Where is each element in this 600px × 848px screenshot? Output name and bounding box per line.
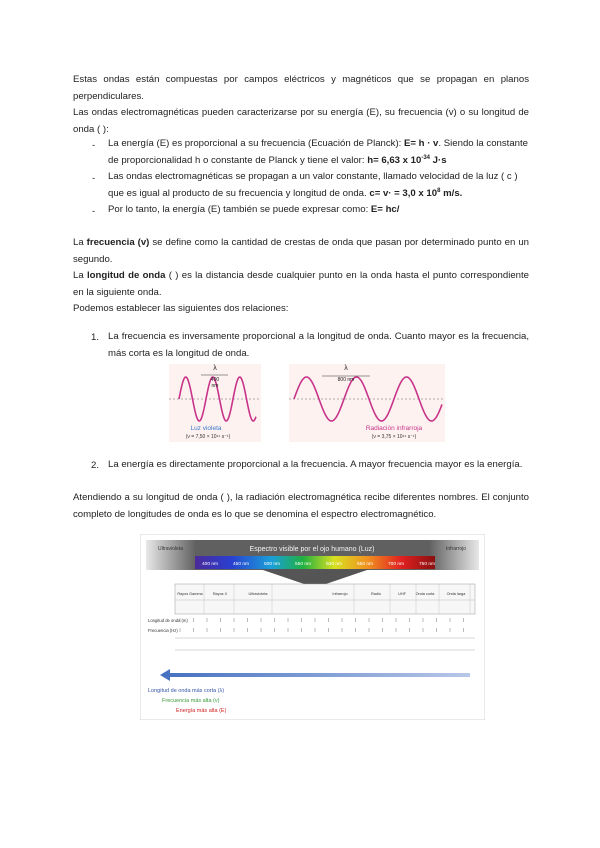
left-lambda-symbol: λ [213,365,217,372]
nm-label: 650 nm [357,562,373,567]
bullet-marker: - [92,206,96,217]
bullet-marker: - [92,173,96,184]
intro-paragraph-2: Las ondas electromagnéticas pueden caracterizarse por su energía (E), su frecuencia (v) o su longitud de onda ( ): [73,107,529,135]
right-wavelength-value: 800 nm [337,377,355,383]
band-label: Onda corta [415,592,435,596]
frequency-definition: La frecuencia (v) se define como la cantidad de crestas de onda que pasan por determinado punto en un segundo. [73,237,530,265]
right-lambda-symbol: λ [344,365,348,372]
relation-1: La frecuencia es inversamente proporcional a la longitud de onda. Cuanto mayor es la frecuencia, más corta es la longitud de onda. [108,331,529,359]
band-label: Infrarrojo [332,592,348,596]
electromagnetic-spectrum-figure [140,534,485,720]
band-label: Rayos X [212,592,228,596]
bullet-light-speed: Las ondas electromagnéticas se propagan a un valor constante, llamado velocidad de la luz ( c ) que es igual al producto de su frecuencia y longitud de onda. c= v· = 3,0 x $10^8$ m/s. [108,171,518,199]
violet-frequency: (ν = 7,50 × 10¹⁴ s⁻¹) [185,434,231,440]
relations-intro: Podemos establecer las siguientes dos relaciones: [73,303,289,314]
nm-label: 700 nm [388,562,404,567]
infrared-frequency: (ν = 3,75 × 10¹⁴ s⁻¹) [371,434,417,440]
nm-label: 600 nm [326,562,342,567]
bullet-energy-expression: Por lo tanto, la energía (E) también se puede expresar como: E= hc/ [108,204,400,215]
visible-spectrum-title: Espectro visible por el ojo humano (Luz) [249,546,375,553]
wavelength-row-label: Longitud de onda (m) [148,618,188,623]
nm-label: 500 nm [264,562,280,567]
band-label: UHF [398,592,406,596]
intro-paragraph-1: Estas ondas están compuestas por campos eléctricos y magnéticos que se propagan en planos perpendiculares. [73,74,529,102]
infrared-label: Radiación infrarroja [365,425,423,432]
left-wavelength-unit: nm [211,383,219,389]
bullet-marker: - [92,140,96,151]
left-wavelength-value: 400 [210,377,220,383]
ultraviolet-label: Ultravioleta [158,546,184,552]
numbered-marker: 2. [91,460,100,471]
band-label: Onda larga [446,592,466,596]
band-label: Ultravioleta [248,592,268,596]
bullet-planck: La energía (E) es proporcional a su frecuencia (Ecuación de Planck): E= h · v. Siendo la constante de proporcionalidad h o constante de Planck y tiene el valor: h= 6,63 x $10^{-34}$ J·s [108,138,529,166]
infrared-label: Infrarrojo [445,546,466,552]
legend-higher-frequency: Frecuencia más alta (ν) [162,698,220,704]
band-label: Radio [371,592,381,596]
legend-shorter-wavelength: Longitud de onda más corta (λ) [148,688,225,694]
relation-2: La energía es directamente proporcional a la frecuencia. A mayor frecuencia mayor es la energía. [108,459,523,470]
nm-label: 550 nm [295,562,311,567]
band-label: Rayos Gamma [177,592,203,596]
nm-label: 750 nm [419,562,435,567]
spectrum-intro: Atendiendo a su longitud de onda ( ), la radiación electromagnética recibe diferentes nombres. El conjunto completo de longitudes de onda es lo que se denomina el espectro electromagnético. [73,492,529,520]
violet-light-label: Luz violeta [190,425,222,432]
wavelength-definition: La longitud de onda ( ) es la distancia desde cualquier punto en la onda hasta el punto correspondiente en la siguiente onda. [73,270,530,298]
frequency-row-label: Frecuencia (Hz) [148,628,178,633]
numbered-marker: 1. [91,332,100,343]
legend-higher-energy: Energía más alta (E) [176,708,227,714]
nm-label: 400 nm [202,562,218,567]
nm-label: 450 nm [233,562,249,567]
wave-comparison-figure [164,362,450,444]
